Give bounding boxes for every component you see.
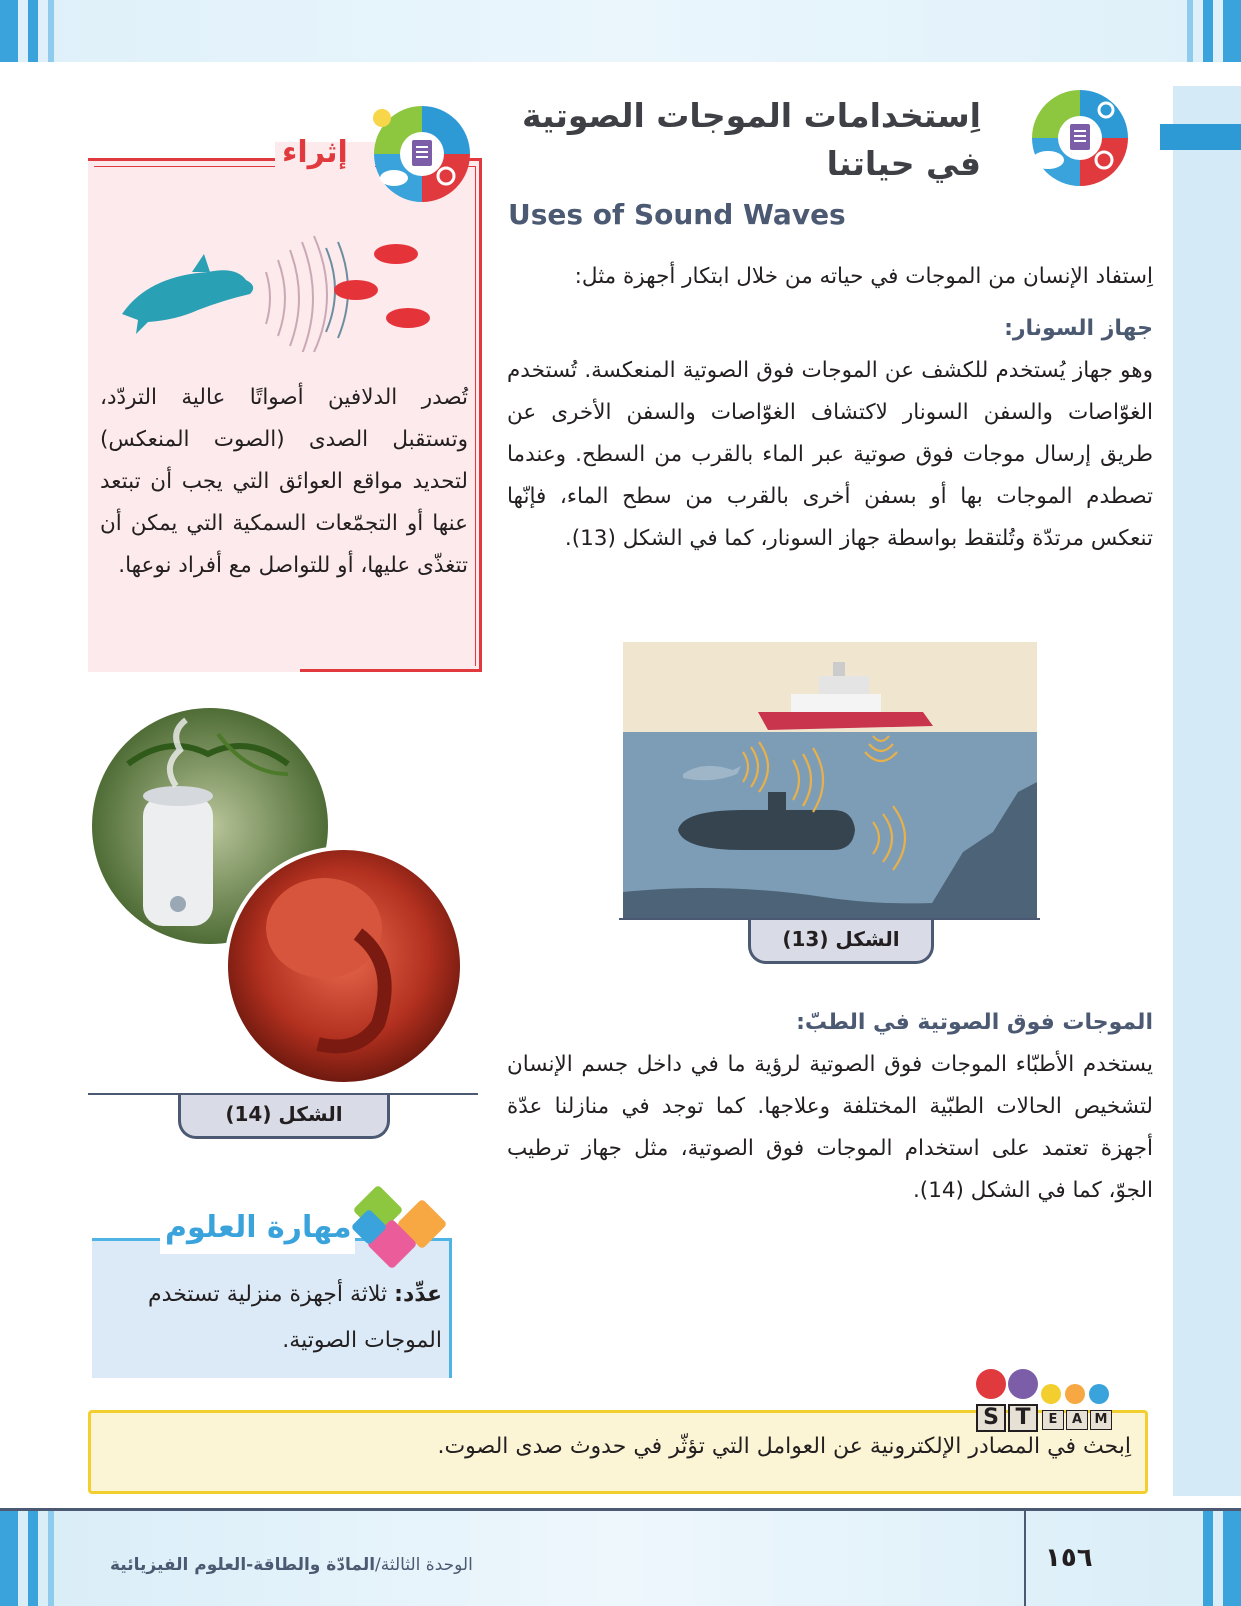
steam-letter-s: S [976, 1404, 1006, 1432]
science-cycle-icon [1030, 88, 1130, 188]
steam-logo-circles [976, 1364, 1132, 1408]
footer-stripe [1223, 1511, 1241, 1606]
top-band [0, 0, 1241, 62]
enrichment-cycle-icon [372, 104, 472, 204]
footer-stripe [1203, 1511, 1213, 1606]
enrichment-title: إثراء [282, 135, 348, 170]
footer-stripe [28, 1511, 38, 1606]
puzzle-pieces-icon [350, 1186, 456, 1276]
intro-paragraph: اِستفاد الإنسان من الموجات في حياته من خلال ابتكار أجهزة مثل: [574, 264, 1153, 289]
enrichment-bottom-line [300, 669, 482, 672]
steam-letter-a: A [1066, 1410, 1088, 1430]
medical-paragraph: يستخدم الأطبّاء الموجات فوق الصوتية لرؤية ما في داخل جسم الإنسان لتشخيص الحالات الطبّية المختلفة وعلاجها. كما توجد في منازلنا عدّة أجهزة تعتمد على استخدام الموجات فوق الصوتية، مثل جهاز ترطيب الجوّ، كما في الشكل (14). [507, 1052, 1153, 1203]
side-tab [1160, 124, 1241, 150]
footer-unit-text [110, 1555, 473, 1575]
sonar-paragraph: وهو جهاز يُستخدم للكشف عن الموجات فوق الصوتية المنعكسة. تُستخدم الغوّاصات والسفن السونار لاكتشاف الغوّاصات والسفن الأخرى عن طريق إرسال موجات فوق صوتية عبر الماء بالقرب من السطح. وعندما تصطدم الموجات بها أو بسفن أخرى بالقرب من سطح الماء، فإنّها تنعكس مرتدّة وتُلتقط بواسطة جهاز السونار، كما في الشكل (13). [507, 358, 1153, 551]
top-stripe [48, 0, 54, 62]
steam-letters [976, 1404, 1112, 1432]
side-band [1173, 86, 1241, 1496]
sonar-illustration [623, 642, 1037, 918]
footer-separator [1024, 1511, 1026, 1606]
footer-line [0, 1508, 1241, 1511]
medical-heading: الموجات فوق الصوتية في الطبّ: [796, 1010, 1153, 1035]
science-skill-title: مهارة العلوم [165, 1210, 352, 1245]
steam-logo [976, 1364, 1132, 1434]
top-stripe [1223, 0, 1241, 62]
enrichment-text: تُصدر الدلافين أصواتًا عالية التردّد، وتستقبل الصدى (الصوت المنعكس) لتحديد مواقع العوائق التي يجب أن تبتعد عنها أو التجمّعات السمكية التي يمكن أن تتغذّى عليها، أو للتواصل مع أفراد نوعها. [100, 385, 468, 578]
steam-task-text: اِبحث في المصادر الإلكترونية عن العوامل التي تؤثّر في حدوث صدى الصوت. [437, 1434, 1131, 1459]
sonar-heading: جهاز السونار: [1004, 316, 1153, 341]
science-skill-body: ثلاثة أجهزة منزلية تستخدم الموجات الصوتية. [148, 1282, 442, 1353]
steam-letter-e: E [1042, 1410, 1064, 1430]
science-skill-text [104, 1272, 442, 1364]
page-title: اِستخدامات الموجات الصوتية في حياتنا [522, 96, 981, 183]
top-stripe [28, 0, 38, 62]
footer-book: المادّة والطاقة-العلوم الفيزيائية [110, 1555, 376, 1575]
steam-letter-m: M [1090, 1410, 1112, 1430]
humidifier-ultrasound-illustration [88, 704, 468, 1088]
top-stripe [1187, 0, 1193, 62]
footer-unit: الوحدة الثالثة/ [375, 1555, 473, 1575]
dolphin-echolocation-illustration [118, 228, 440, 352]
page-subtitle-en: Uses of Sound Waves [508, 198, 846, 231]
science-skill-verb: عدِّد: [394, 1282, 442, 1307]
footer-stripe [48, 1511, 54, 1606]
page-number: ١٥٦ [1045, 1543, 1093, 1573]
top-stripe [0, 0, 18, 62]
figure13-caption: الشكل (13) [748, 920, 934, 964]
footer-stripe [0, 1511, 18, 1606]
steam-letter-t: T [1008, 1404, 1038, 1432]
top-stripe [1203, 0, 1213, 62]
figure14-caption: الشكل (14) [178, 1095, 390, 1139]
